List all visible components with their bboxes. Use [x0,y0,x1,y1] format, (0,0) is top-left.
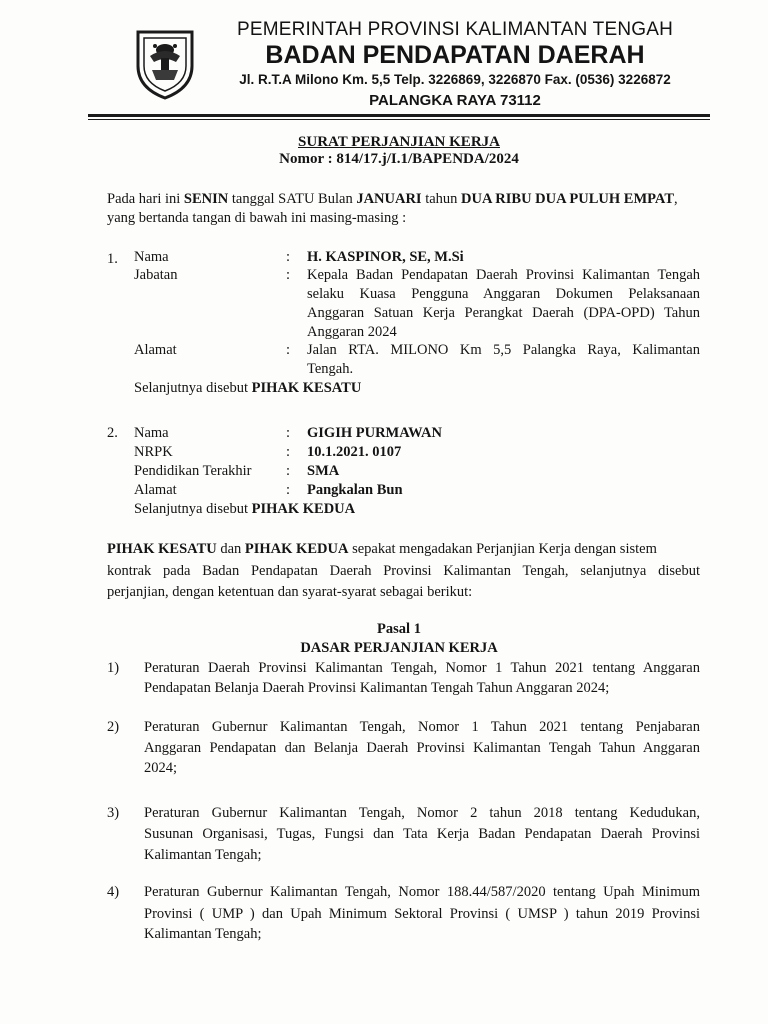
party-2-nama: GIGIH PURMAWAN [307,425,442,441]
party-1-jabatan-line-2: selaku Kuasa Pengguna Anggaran Dokumen Pelaksanaan [307,286,700,302]
letterhead-city: PALANGKA RAYA 73112 [369,92,541,109]
party-1-nama-label: Nama [134,249,169,265]
party-2-nrpk: 10.1.2021. 0107 [307,444,402,460]
letterhead-agency: BADAN PENDAPATAN DAERAH [265,41,645,69]
agreement-line-2: kontrak pada Badan Pendapatan Daerah Provinsi Kalimantan Tengah, selanjutnya disebut [107,563,700,579]
list-item-line: Kalimantan Tengah; [144,847,262,863]
colon: : [286,267,291,283]
list-item-line: Pendapatan Belanja Daerah Provinsi Kalimantan Tengah Tahun Anggaran 2024; [144,680,610,696]
party-2-pendidikan-label: Pendidikan Terakhir [134,463,252,479]
list-item-line: Peraturan Gubernur Kalimantan Tengah, Nomor 1 Tahun 2021 tentang Penjabaran [144,719,700,735]
list-item-line: Susunan Organisasi, Tugas, Fungsi dan Tata Kerja Badan Pendapatan Daerah Provinsi [144,826,700,842]
party-1-designation: Selanjutnya disebut PIHAK KESATU [134,380,362,396]
list-item-number: 1) [107,660,120,676]
party-1-alamat-label: Alamat [134,342,177,358]
list-item-line: Anggaran Pendapatan dan Belanja Daerah Provinsi Kalimantan Tengah Tahun Anggaran [144,740,700,756]
list-item-line: Kalimantan Tengah; [144,926,262,942]
party-1-number: 1. [107,251,118,267]
party-2-alamat: Pangkalan Bun [307,482,403,498]
letterhead-rule-thick [88,114,710,117]
letterhead-government: PEMERINTAH PROVINSI KALIMANTAN TENGAH [236,19,674,40]
document-number: Nomor : 814/17.j/I.1/BAPENDA/2024 [279,151,519,167]
pasal-heading: Pasal 1 [377,621,421,637]
party-1-jabatan-line-4: Anggaran 2024 [307,324,397,340]
intro-line-2: yang bertanda tangan di bawah ini masing-masing : [107,210,407,226]
list-item-line: Peraturan Daerah Provinsi Kalimantan Tengah, Nomor 1 Tahun 2021 tentang Anggaran [144,660,700,676]
party-1-jabatan-line-3: Anggaran Satuan Kerja Perangkat Daerah (DPA-OPD) Tahun [307,305,700,321]
party-2-nrpk-label: NRPK [134,444,173,460]
party-2-designation: Selanjutnya disebut PIHAK KEDUA [134,501,356,517]
colon: : [286,249,291,265]
party-2-alamat-label: Alamat [134,482,177,498]
letterhead-address: Jl. R.T.A Milono Km. 5,5 Telp. 3226869, 3226870 Fax. (0536) 3226872 [239,72,671,87]
list-item-line: Peraturan Gubernur Kalimantan Tengah, Nomor 2 tahun 2018 tentang Kedudukan, [144,805,700,821]
party-1-alamat-line-2: Tengah. [307,361,354,377]
document-title: SURAT PERJANJIAN KERJA [298,134,500,150]
agreement-line-1: PIHAK KESATU dan PIHAK KEDUA sepakat mengadakan Perjanjian Kerja dengan sistem [107,541,657,557]
agreement-line-3: perjanjian, dengan ketentuan dan syarat-syarat sebagai berikut: [107,584,473,600]
list-item-line: Provinsi ( UMP ) dan Upah Minimum Sektoral Provinsi ( UMSP ) tahun 2019 Provinsi [144,906,700,922]
colon: : [286,342,291,358]
party-2-pendidikan: SMA [307,463,340,479]
letterhead-rule-thin [88,119,710,120]
pasal-subheading: DASAR PERJANJIAN KERJA [300,640,498,656]
list-item-number: 2) [107,719,120,735]
party-1-alamat-line-1: Jalan RTA. MILONO Km 5,5 Palangka Raya, Kalimantan [307,342,700,358]
list-item-number: 3) [107,805,120,821]
list-item-line: Peraturan Gubernur Kalimantan Tengah, Nomor 188.44/587/2020 tentang Upah Minimum [144,884,700,900]
colon: : [286,444,291,460]
colon: : [286,463,291,479]
list-item-number: 4) [107,884,120,900]
intro-line-1: Pada hari ini SENIN tanggal SATU Bulan JANUARI tahun DUA RIBU DUA PULUH EMPAT, [107,191,678,207]
party-1-jabatan-line-1: Kepala Badan Pendapatan Daerah Provinsi Kalimantan Tengah [307,267,700,283]
party-1-jabatan-label: Jabatan [134,267,178,283]
coat-of-arms-emblem [130,26,200,102]
party-2-number: 2. [107,425,118,441]
party-1-nama: H. KASPINOR, SE, M.Si [307,249,464,265]
list-item-line: 2024; [144,760,178,776]
colon: : [286,425,291,441]
party-2-nama-label: Nama [134,425,169,441]
colon: : [286,482,291,498]
